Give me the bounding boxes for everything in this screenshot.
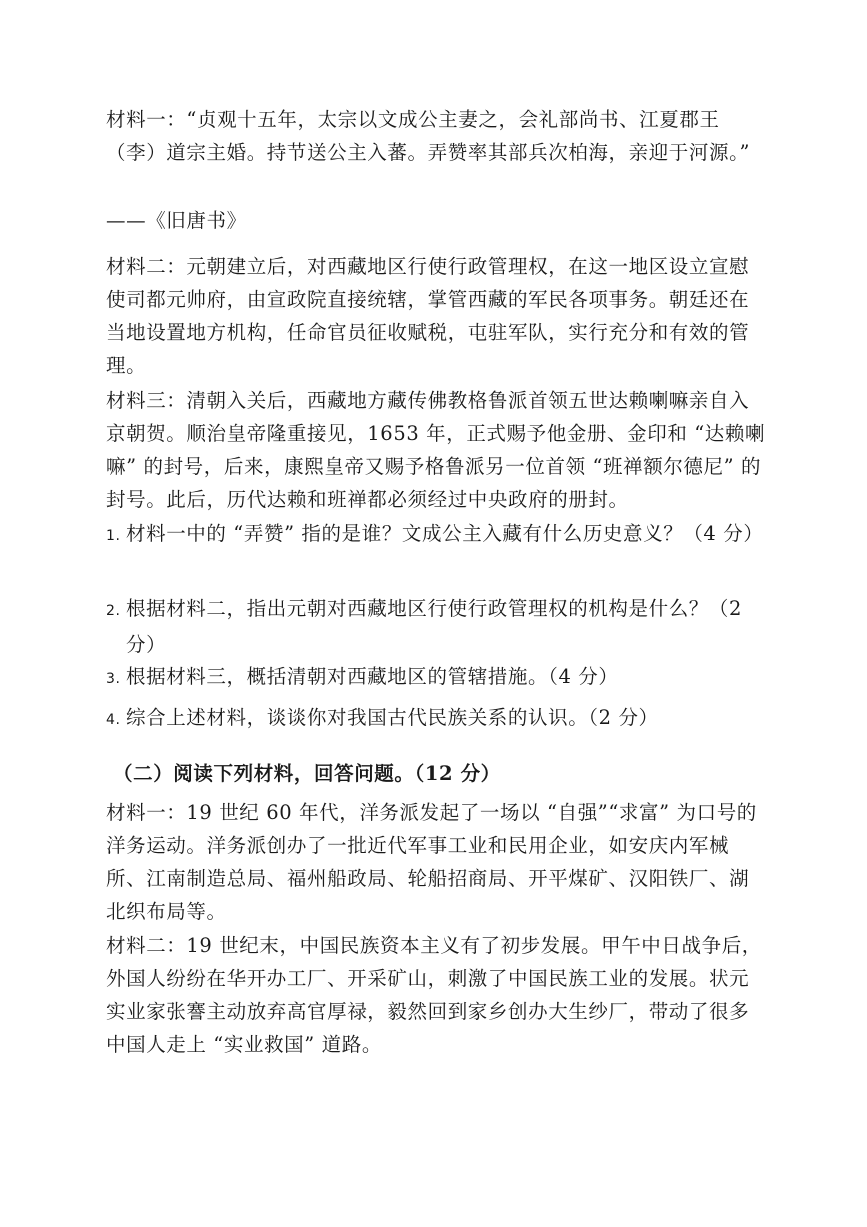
question-number: 2.	[106, 603, 121, 619]
material-3-paragraph: 材料三：清朝入关后，西藏地方藏传佛教格鲁派首领五世达赖喇嘛亲自入京朝贺。顺治皇帝隆重接见，1653 年，正式赐予他金册、金印和 “达赖喇嘛” 的封号，后来，康熙皇帝又赐予格鲁派另一位首领 “班禅额尔德尼” 的封号。此后，历代达赖和班禅都必须经过中央政府的册封。	[106, 389, 766, 511]
question-item	[106, 592, 766, 661]
question-item	[106, 701, 766, 737]
question-text: 根据材料三，概括清朝对西藏地区的管辖措施。（4 分）	[126, 665, 619, 688]
question-number: 1.	[106, 528, 121, 544]
material-2-paragraph: 材料二：元朝建立后，对西藏地区行使行政管理权，在这一地区设立宣慰使司都元帅府，由宣政院直接统辖，掌管西藏的军民各项事务。朝廷还在当地设置地方机构，任命官员征收赋税，屯驻军队，实行充分和有效的管理。	[106, 255, 750, 377]
question-number: 4.	[106, 712, 121, 728]
question-number: 3.	[106, 671, 121, 687]
question-item	[106, 517, 766, 553]
question-text: 材料一中的 “弄赞” 指的是谁？文成公主入藏有什么历史意义？（4 分）	[126, 522, 764, 545]
section-2-material-1-paragraph: 材料一：19 世纪 60 年代，洋务派发起了一场以 “自强”“求富” 为口号的洋务运动。洋务派创办了一批近代军事工业和民用企业，如安庆内军械所、江南制造总局、福州船政局、轮船招商局、开平煤矿、汉阳铁厂、湖北织布局等。	[106, 801, 757, 923]
material-1-paragraph: 材料一：“贞观十五年，太宗以文成公主妻之，会礼部尚书、江夏郡王（李）道宗主婚。持节送公主入蕃。弄赞率其部兵次柏海，亲迎于河源。”	[106, 108, 751, 164]
source-citation: ——《旧唐书》	[106, 209, 247, 232]
section-2-material-2-paragraph: 材料二：19 世纪末，中国民族资本主义有了初步发展。甲午中日战争后，外国人纷纷在华开办工厂、开采矿山，刺激了中国民族工业的发展。状元实业家张謇主动放弃高官厚禄，毅然回到家乡创办大生纱厂，带动了很多中国人走上 “实业救国” 道路。	[106, 934, 762, 1056]
question-item	[106, 660, 766, 696]
question-text: 根据材料二，指出元朝对西藏地区行使行政管理权的机构是什么？（2 分）	[126, 597, 743, 656]
question-text: 综合上述材料，谈谈你对我国古代民族关系的认识。（2 分）	[126, 706, 659, 729]
section-title: （二）阅读下列材料，回答问题。（12 分）	[113, 762, 501, 785]
